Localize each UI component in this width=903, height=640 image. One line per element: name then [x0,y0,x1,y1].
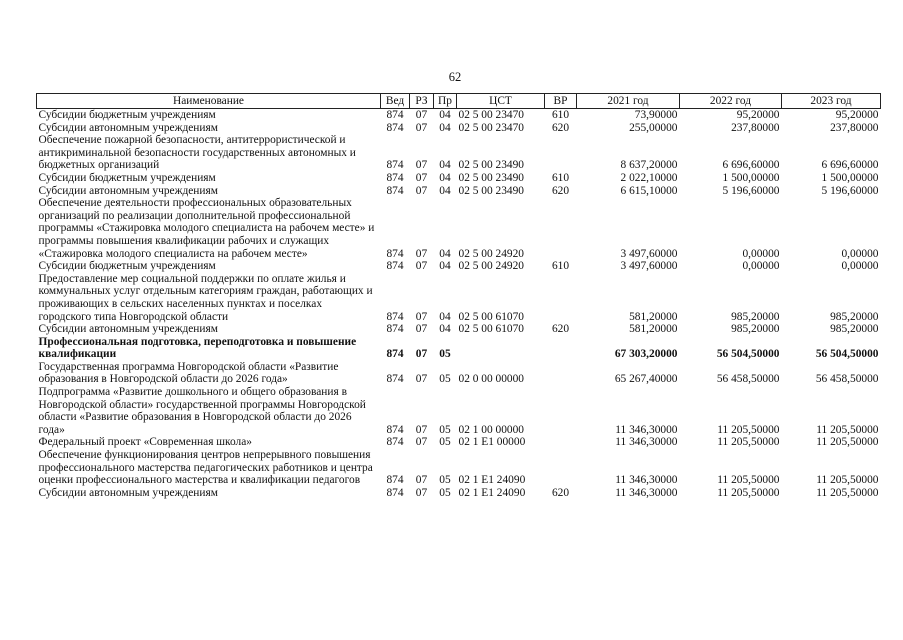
cell-ved: 874 [386,109,404,121]
cell-cst: 02 5 00 61070 [458,310,524,323]
table-row [37,436,881,449]
cell-2021: 2 022,10000 [620,171,678,184]
cell-name: Субсидии бюджетным учреждениям [38,171,216,184]
cell-2023: 11 205,50000 [816,474,879,487]
cell-vr [545,273,577,323]
table-row [37,172,881,185]
cell-cst: 02 5 00 23470 [458,109,524,121]
table-row [37,185,881,198]
cell-pr: 04 [439,247,451,260]
cell-vr: 610 [551,260,570,273]
table-row [37,449,881,487]
cell-2022: 11 205,50000 [717,474,780,487]
cell-vr: 620 [551,121,570,134]
cell-cst [457,336,545,361]
cell-2022: 6 696,60000 [722,159,780,172]
cell-vr: 610 [551,109,570,121]
cell-2023: 95,20000 [835,109,879,121]
cell-2022: 56 458,50000 [716,373,780,386]
cell-2021: 11 346,30000 [615,436,678,449]
cell-pr: 05 [439,348,451,361]
table-header-row [37,94,881,109]
cell-name: Субсидии автономным учреждениям [38,323,218,336]
cell-2023: 5 196,60000 [821,184,879,197]
cell-ved: 874 [386,373,404,386]
cell-name: Субсидии автономным учреждениям [38,121,218,134]
cell-2023: 6 696,60000 [821,159,879,172]
cell-2021: 6 615,10000 [620,184,678,197]
header-vr: ВР [545,94,577,109]
cell-2023: 11 205,50000 [816,423,879,436]
cell-2023: 1 500,00000 [821,171,879,184]
cell-2021: 67 303,20000 [614,348,678,361]
cell-ved: 874 [386,260,404,273]
cell-ved: 874 [386,310,404,323]
cell-name: Обеспечение пожарной безопасности, антитеррористической и антикриминальной безопасности государственных автономных и бюджетных организаций [38,134,356,172]
cell-name: Субсидии бюджетным учреждениям [38,109,216,121]
cell-2021: 3 497,60000 [620,260,678,273]
cell-ved: 874 [386,474,404,487]
header-2023: 2023 год [782,94,881,109]
cell-vr [545,361,577,386]
cell-cst: 02 5 00 61070 [458,323,524,336]
cell-2023: 11 205,50000 [816,486,879,499]
cell-cst: 02 1 00 00000 [458,423,524,436]
cell-pr: 05 [439,486,451,499]
budget-table [36,93,881,499]
cell-vr [545,386,577,436]
header-name: Наименование [37,94,381,109]
cell-ved: 874 [386,184,404,197]
cell-vr [545,449,577,487]
cell-cst: 02 1 E1 00000 [458,436,526,449]
cell-cst: 02 5 00 24920 [458,247,524,260]
cell-2022: 985,20000 [731,310,780,323]
cell-cst: 02 5 00 23470 [458,121,524,134]
cell-2021: 11 346,30000 [615,423,678,436]
cell-vr [545,134,577,172]
cell-pr: 04 [439,184,451,197]
cell-2021: 73,90000 [634,109,678,121]
cell-name: Подпрограмма «Развитие дошкольного и общего образования в Новгородской области» государственной программы Новгородской области «Развитие образования в Новгородской области до 2026 года» [38,386,366,436]
cell-pr: 04 [439,159,451,172]
cell-ved: 874 [386,159,404,172]
cell-rz: 07 [415,436,428,449]
cell-vr: 610 [551,171,570,184]
cell-name: Предоставление мер социальной поддержки по оплате жилья и коммунальных услуг отдельным категориям граждан, работающих и проживающих в сельских населенных пунктах и поселках городского типа Новгородской области [38,272,373,323]
cell-cst: 02 1 E1 24090 [458,474,526,487]
cell-pr: 05 [439,436,451,449]
cell-rz: 07 [415,171,428,184]
table-row [37,336,881,361]
cell-2023: 985,20000 [830,323,879,336]
cell-ved: 874 [386,436,404,449]
cell-vr [545,436,577,449]
header-ved: Вед [381,94,410,109]
cell-rz: 07 [415,109,428,121]
cell-rz: 07 [415,260,428,273]
cell-2022: 0,00000 [742,260,780,273]
header-rz: РЗ [410,94,434,109]
cell-pr: 05 [439,373,451,386]
table-row [37,122,881,135]
cell-2023: 11 205,50000 [816,436,879,449]
cell-pr: 05 [439,423,451,436]
cell-rz: 07 [415,159,428,172]
cell-2021: 65 267,40000 [614,373,678,386]
header-pr: Пр [434,94,457,109]
cell-2021: 8 637,20000 [620,159,678,172]
cell-ved: 874 [386,486,404,499]
cell-rz: 07 [415,373,428,386]
cell-2023: 56 458,50000 [815,373,879,386]
cell-rz: 07 [415,323,428,336]
cell-name: Обеспечение функционирования центров непрерывного повышения профессионального мастерства педагогических работников и центра оценки профессионального мастерства и квалификации педагогов [38,449,373,487]
cell-rz: 07 [415,121,428,134]
cell-2023: 237,80000 [830,121,879,134]
cell-2021: 3 497,60000 [620,247,678,260]
cell-2021: 255,00000 [629,121,678,134]
cell-vr: 620 [551,323,570,336]
cell-rz: 07 [415,184,428,197]
cell-2022: 1 500,00000 [722,171,780,184]
cell-cst: 02 5 00 23490 [458,171,524,184]
cell-2022: 56 504,50000 [716,348,780,361]
cell-2022: 11 205,50000 [717,423,780,436]
cell-rz: 07 [415,247,428,260]
cell-2021: 581,20000 [629,310,678,323]
cell-cst: 02 1 E1 24090 [458,486,526,499]
cell-rz: 07 [415,474,428,487]
cell-2022: 0,00000 [742,247,780,260]
cell-name: Субсидии автономным учреждениям [38,184,218,197]
cell-2023: 56 504,50000 [815,348,879,361]
cell-pr: 04 [439,109,451,121]
cell-cst: 02 5 00 23490 [458,184,524,197]
page-number: 62 [448,70,462,84]
cell-cst: 02 5 00 23490 [458,159,524,172]
cell-2022: 985,20000 [731,323,780,336]
cell-pr: 05 [439,474,451,487]
cell-pr: 04 [439,121,451,134]
cell-2023: 0,00000 [841,260,879,273]
cell-name: Субсидии бюджетным учреждениям [38,260,216,273]
cell-pr: 04 [439,260,451,273]
cell-pr: 04 [439,323,451,336]
cell-pr: 04 [439,171,451,184]
table-row [37,386,881,436]
cell-vr: 620 [551,184,570,197]
cell-rz: 07 [415,348,428,361]
cell-ved: 874 [386,423,404,436]
cell-pr: 04 [439,310,451,323]
table-row [37,109,881,122]
cell-ved: 874 [386,247,404,260]
cell-2022: 237,80000 [731,121,780,134]
cell-2021: 11 346,30000 [615,486,678,499]
table-body [37,109,881,500]
table-row [37,260,881,273]
cell-ved: 874 [386,323,404,336]
header-2021: 2021 год [577,94,680,109]
table-row [37,487,881,500]
table-row [37,273,881,323]
cell-vr: 620 [551,486,570,499]
table-row [37,323,881,336]
cell-name: Профессиональная подготовка, переподготовка и повышение квалификации [38,335,357,361]
cell-rz: 07 [415,486,428,499]
cell-rz: 07 [415,423,428,436]
cell-cst: 02 0 00 00000 [458,373,524,386]
table-row [37,197,881,260]
cell-2022: 11 205,50000 [717,436,780,449]
header-cst: ЦСТ [457,94,545,109]
cell-2022: 11 205,50000 [717,486,780,499]
cell-2023: 0,00000 [841,247,879,260]
cell-2023: 985,20000 [830,310,879,323]
table-row [37,361,881,386]
cell-ved: 874 [386,171,404,184]
cell-cst: 02 5 00 24920 [458,260,524,273]
cell-vr [545,197,577,260]
cell-name: Государственная программа Новгородской области «Развитие образования в Новгородской области до 2026 года» [38,360,339,386]
cell-2021: 11 346,30000 [615,474,678,487]
cell-2022: 95,20000 [736,109,780,121]
cell-name: Субсидии автономным учреждениям [38,486,218,499]
cell-2022: 5 196,60000 [722,184,780,197]
cell-rz: 07 [415,310,428,323]
cell-vr [545,336,577,361]
cell-ved: 874 [386,121,404,134]
table-row [37,134,881,172]
cell-name: Федеральный проект «Современная школа» [38,436,252,449]
header-2022: 2022 год [680,94,782,109]
cell-2021: 581,20000 [629,323,678,336]
cell-name: Обеспечение деятельности профессиональных образовательных организаций по реализации дополнительной профессиональной программы «Стажировка молодого специалиста на рабочем месте» и программы повышения квалификации рабочих и служащих «Стажировка молодого специалиста на рабочем месте» [38,197,375,260]
cell-ved: 874 [386,348,404,361]
